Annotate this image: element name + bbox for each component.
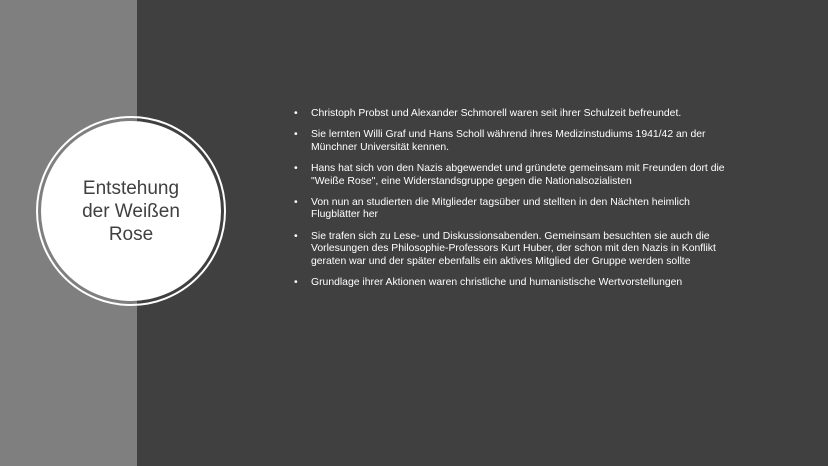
bullet-item: • Hans hat sich von den Nazis abgewendet und gründete gemeinsam mit Freunden dort die "Weiße Rose", eine Widerstandsgruppe gegen die Nationalsozialisten xyxy=(294,163,734,188)
bullet-item: • Von nun an studierten die Mitglieder tagsüber und stellten in den Nächten heimlich Flugblätter her xyxy=(294,197,734,222)
bullet-item: • Sie trafen sich zu Lese- und Diskussionsabenden. Gemeinsam besuchten sie auch die Vorlesungen des Philosophie-Professors Kurt Huber, der schon mit den Nazis in Konflikt geraten war und der später ebenfalls ein aktives Mitglied der Gruppe werden sollte xyxy=(294,231,734,268)
bullet-item: • Grundlage ihrer Aktionen waren christliche und humanistische Wertvorstellungen xyxy=(294,277,734,289)
slide-title-line-2: der Weißen xyxy=(82,200,180,222)
bullet-list xyxy=(294,108,734,298)
bullet-item: • Sie lernten Willi Graf und Hans Scholl während ihres Medizinstudiums 1941/42 an der Münchner Universität kennen. xyxy=(294,129,734,154)
slide-title-line-1: Entstehung xyxy=(82,177,180,199)
title-circle xyxy=(41,121,221,301)
slide-title xyxy=(66,177,196,246)
slide-title-line-3: Rose xyxy=(108,223,154,245)
bullet-item: • Christoph Probst und Alexander Schmorell waren seit ihrer Schulzeit befreundet. xyxy=(294,108,734,120)
